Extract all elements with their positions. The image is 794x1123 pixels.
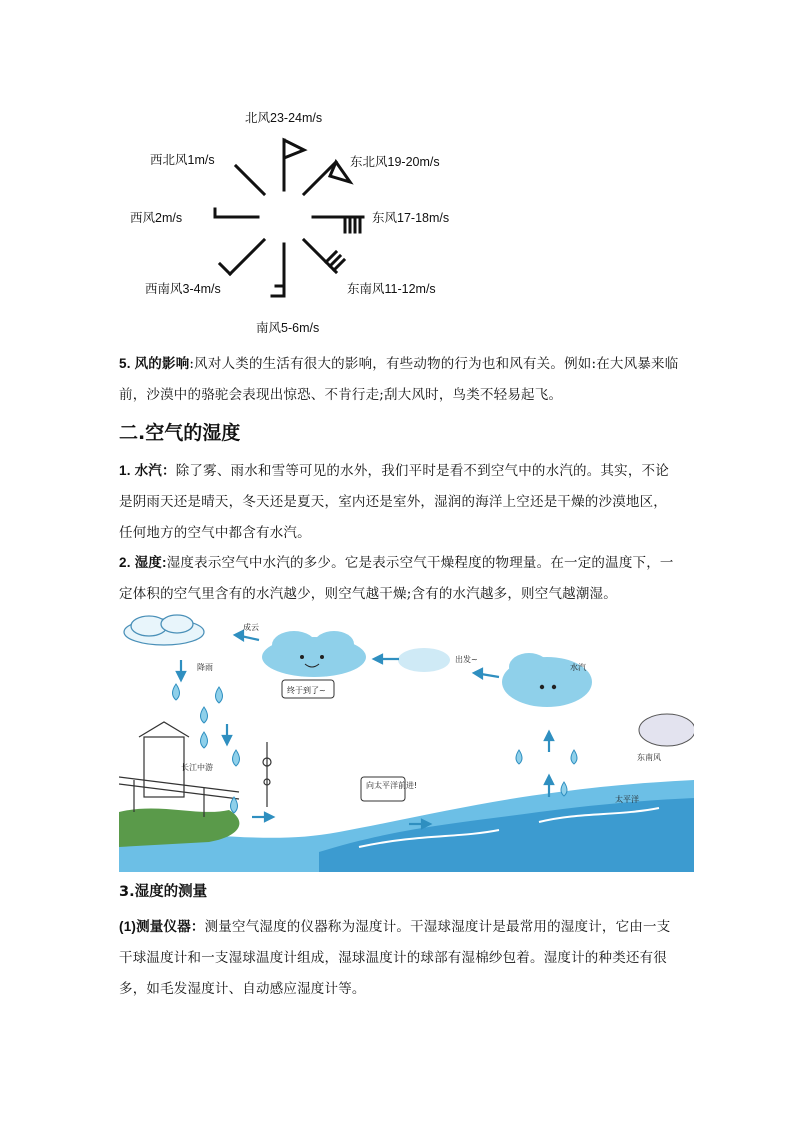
- item-2-label: 2. 湿度:: [119, 555, 167, 570]
- section-heading-humidity: 二.空气的湿度: [119, 422, 241, 444]
- item-1-paragraph: [119, 455, 679, 549]
- vapor-label: 水汽: [570, 663, 586, 672]
- cloud-label: 成云: [243, 623, 259, 632]
- southwest-wind-label: 西南风3-4m/s: [145, 282, 221, 296]
- item-2-paragraph: [119, 547, 679, 610]
- northwest-wind-staff: [236, 166, 264, 194]
- east-wind-label: 东风17-18m/s: [372, 211, 450, 225]
- finally-bubble-text: 终于到了~: [287, 686, 326, 695]
- west-wind-label: 西风2m/s: [130, 211, 183, 225]
- section-5-paragraph: [119, 348, 679, 411]
- item-3-paragraph: [119, 911, 679, 1005]
- south-wind-label: 南风5-6m/s: [256, 321, 320, 335]
- tv-tower-drawing: [263, 742, 271, 807]
- rain-label: 降雨: [197, 663, 213, 672]
- northwest-wind-label: 西北风1m/s: [150, 153, 215, 167]
- section-5-text: :风对人类的生活有很大的影响，有些动物的行为也和风有关。例如:在大风暴来临前，沙漠中的骆驼会表现出惊恐、不肯行走;刮大风时，鸟类不轻易起飞。: [119, 356, 679, 403]
- section-5-label: 5. 风的影响: [119, 356, 190, 371]
- smiling-cloud: [262, 631, 366, 677]
- southeast-wind-cloud: [639, 714, 694, 746]
- southwest-wind-staff: [230, 240, 264, 274]
- pacific-bubble-text: 向太平洋前进!: [366, 781, 418, 790]
- southeast-wind-label-illus: 东南风: [637, 753, 661, 762]
- small-cloud: [398, 648, 450, 672]
- river-label: 长江中游: [181, 763, 213, 772]
- southeast-wind-barbs: [326, 252, 344, 270]
- item-2-text: 湿度表示空气中水汽的多少。它是表示空气干燥程度的物理量。在一定的温度下，一定体积的空气里含有的水汽越少，则空气越干燥;含有的水汽越多，则空气越潮湿。: [119, 555, 674, 602]
- water-cycle-graphic: [119, 612, 694, 872]
- item-3-text: 测量空气湿度的仪器称为湿度计。干湿球湿度计是最常用的湿度计，它由一支干球温度计和一支湿球温度计组成，湿球温度计的球部有湿棉纱包着。湿度计的种类还有很多，如毛发湿度计、自动感应湿度计等。: [119, 919, 671, 997]
- north-wind-flag: [284, 140, 304, 158]
- vapor-cloud: [502, 653, 592, 707]
- north-wind-label: 北风23-24m/s: [245, 111, 323, 125]
- northeast-wind-label: 东北风19-20m/s: [350, 155, 440, 169]
- item-1-label: 1. 水汽：: [119, 463, 176, 478]
- pacific-label: 太平洋: [615, 795, 639, 804]
- depart-label: 出发~: [455, 655, 478, 664]
- top-left-cloud: [124, 615, 204, 645]
- subsection-heading-measurement: 3.湿度的测量: [119, 884, 208, 900]
- bridge-drawing: [119, 722, 239, 817]
- southwest-wind-barb: [220, 264, 230, 274]
- water-cycle-illustration: [119, 612, 694, 872]
- southeast-wind-label: 东南风11-12m/s: [347, 282, 436, 296]
- east-wind-barbs: [345, 217, 360, 232]
- northeast-wind-staff: [304, 162, 336, 194]
- item-1-text: 除了雾、雨水和雪等可见的水外，我们平时是看不到空气中的水汽的。其实，不论是阴雨天还是晴天，冬天还是夏天，室内还是室外，湿润的海洋上空还是干燥的沙漠地区，任何地方的空气中都含有水汽。: [119, 463, 669, 541]
- item-3-label: (1)测量仪器：: [119, 919, 205, 934]
